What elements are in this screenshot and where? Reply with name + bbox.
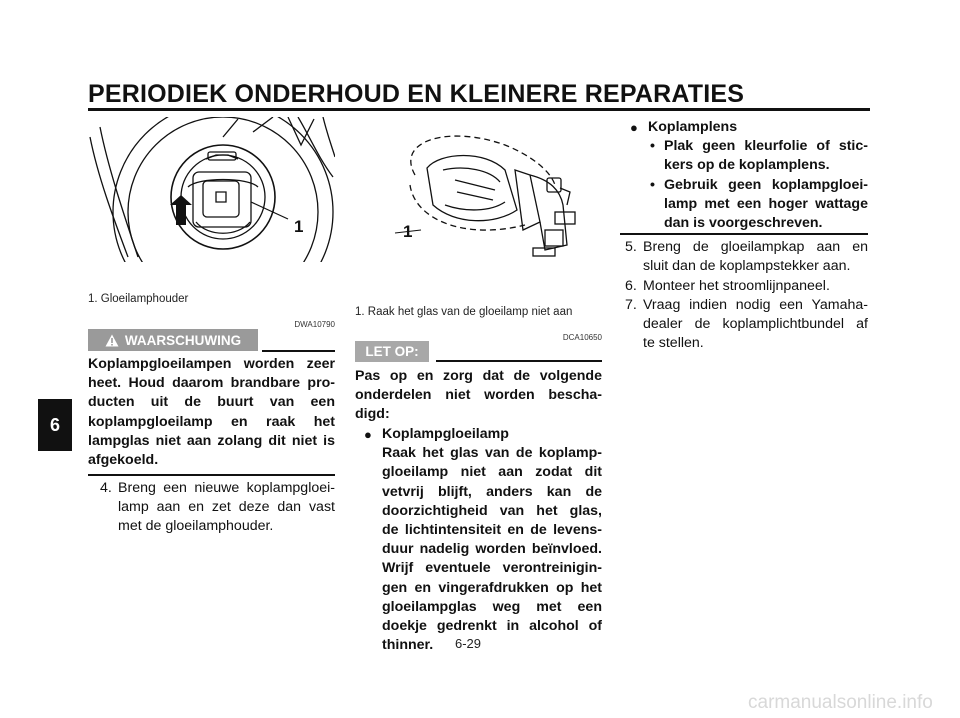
warning-code: DWA10790 xyxy=(294,320,335,329)
step-line: Vraag indien nodig een Yamaha- xyxy=(643,297,868,313)
bullet-line: duur nadelig worden beïnvloed. xyxy=(382,541,602,558)
warning-triangle-icon xyxy=(105,334,119,347)
notice-label: LET OP: xyxy=(365,344,419,359)
warning-header-rule xyxy=(262,350,335,352)
header-rule xyxy=(88,108,870,111)
step-5 xyxy=(625,238,868,278)
bullet-line: de lichtintensiteit en de levens- xyxy=(382,522,602,539)
warning-line: Koplampgloeilampen worden zeer xyxy=(88,356,335,372)
notice-header-rule xyxy=(436,360,602,362)
step-line: te stellen. xyxy=(643,335,704,352)
bullet-title: Koplamplens xyxy=(648,119,738,135)
bullet-line: doekje gedrenkt in alcohol of xyxy=(382,618,602,635)
bullet-dot-icon: ● xyxy=(364,427,372,442)
notice-footer-rule xyxy=(620,233,868,235)
chapter-tab-label: 6 xyxy=(49,414,60,435)
watermark-text: carmanualsonline.info xyxy=(748,692,933,713)
notice-intro-line: onderdelen niet worden bescha- xyxy=(355,387,602,404)
sub-bullet-line: Plak geen kleurfolie of stic- xyxy=(664,138,868,155)
step-number: 7. xyxy=(625,297,637,313)
notice-intro xyxy=(355,367,602,425)
step-7 xyxy=(625,296,868,356)
notice-badge xyxy=(355,341,429,362)
bullet-line: thinner. xyxy=(382,637,434,654)
bullet-line: gloeilampglas weg met een xyxy=(382,598,602,615)
figure-bulb-holder xyxy=(88,117,335,262)
step-line: dealer de koplamplichtbundel af xyxy=(643,316,868,333)
bullet-line: gen en vingerafdrukken op het xyxy=(382,579,602,596)
sub-bullet-line: lamp met een hoger wattage xyxy=(664,195,868,212)
warning-line: ducten uit de buurt van een xyxy=(88,394,335,411)
step-4 xyxy=(100,479,335,539)
bullet-line: vetvrij blijft, anders kan de xyxy=(382,483,602,500)
bulb-holder-illustration xyxy=(88,117,335,262)
figure1-caption: 1. Gloeilamphouder xyxy=(88,293,189,305)
step-number: 6. xyxy=(625,278,637,294)
warning-line: koplampgloeilamp en raak het xyxy=(88,413,335,430)
notice-intro-line: digd: xyxy=(355,406,390,423)
step-number: 5. xyxy=(625,239,637,255)
warning-badge xyxy=(88,329,258,351)
bullet-line: gloeilamp niet aan zodat dit xyxy=(382,464,602,481)
warning-label: WAARSCHUWING xyxy=(124,332,242,348)
sub-bullet-icon: • xyxy=(650,138,655,155)
warning-line: afgekoeld. xyxy=(88,452,159,469)
figure2-callout: 1 xyxy=(403,222,413,241)
bullet-dot-icon: ● xyxy=(630,120,638,135)
sub-bullet-icon: • xyxy=(650,176,655,193)
warning-text xyxy=(88,355,335,470)
sub-bullet-line: Gebruik geen koplampgloei- xyxy=(664,176,868,193)
figure1-callout: 1 xyxy=(294,217,304,236)
halogen-bulb-illustration xyxy=(355,130,600,280)
step-6 xyxy=(625,277,868,297)
step-line: lamp aan en zet deze dan vast xyxy=(118,499,335,516)
step-line: Breng een nieuwe koplampgloei- xyxy=(118,480,335,496)
figure2-caption: 1. Raak het glas van de gloeilamp niet aan xyxy=(355,306,573,318)
notice-bullet-1 xyxy=(364,425,602,655)
notice-code: DCA10650 xyxy=(562,333,602,342)
page-header-title: PERIODIEK ONDERHOUD EN KLEINERE REPARATIES xyxy=(88,80,745,108)
bullet-line: Wrijf eventuele verontreinigin- xyxy=(382,560,602,577)
notice-intro-line: Pas op en zorg dat de volgende xyxy=(355,368,602,384)
sub-bullet-line: kers op de koplamplens. xyxy=(664,157,830,174)
step-line: met de gloeilamphouder. xyxy=(118,518,274,535)
warning-line: lampglas niet aan zolang dit niet is xyxy=(88,432,335,449)
warning-line: heet. Houd daarom brandbare pro- xyxy=(88,375,335,392)
figure-halogen-bulb xyxy=(355,130,600,280)
page-number: 6-29 xyxy=(455,636,482,651)
step-line: sluit dan de koplampstekker aan. xyxy=(643,258,851,275)
bullet-title: Koplampgloeilamp xyxy=(382,426,509,442)
notice-bullet-2 xyxy=(630,118,868,233)
sub-bullet-line: dan is voorgeschreven. xyxy=(664,215,823,232)
step-line: Monteer het stroomlijnpaneel. xyxy=(643,278,830,294)
step-line: Breng de gloeilampkap aan en xyxy=(643,239,868,255)
bullet-line: Raak het glas van de koplamp- xyxy=(382,445,602,462)
bullet-line: doorzichtigheid van het glas, xyxy=(382,502,602,519)
chapter-tab xyxy=(38,399,72,451)
warning-footer-rule xyxy=(88,474,335,476)
step-number: 4. xyxy=(100,480,112,496)
